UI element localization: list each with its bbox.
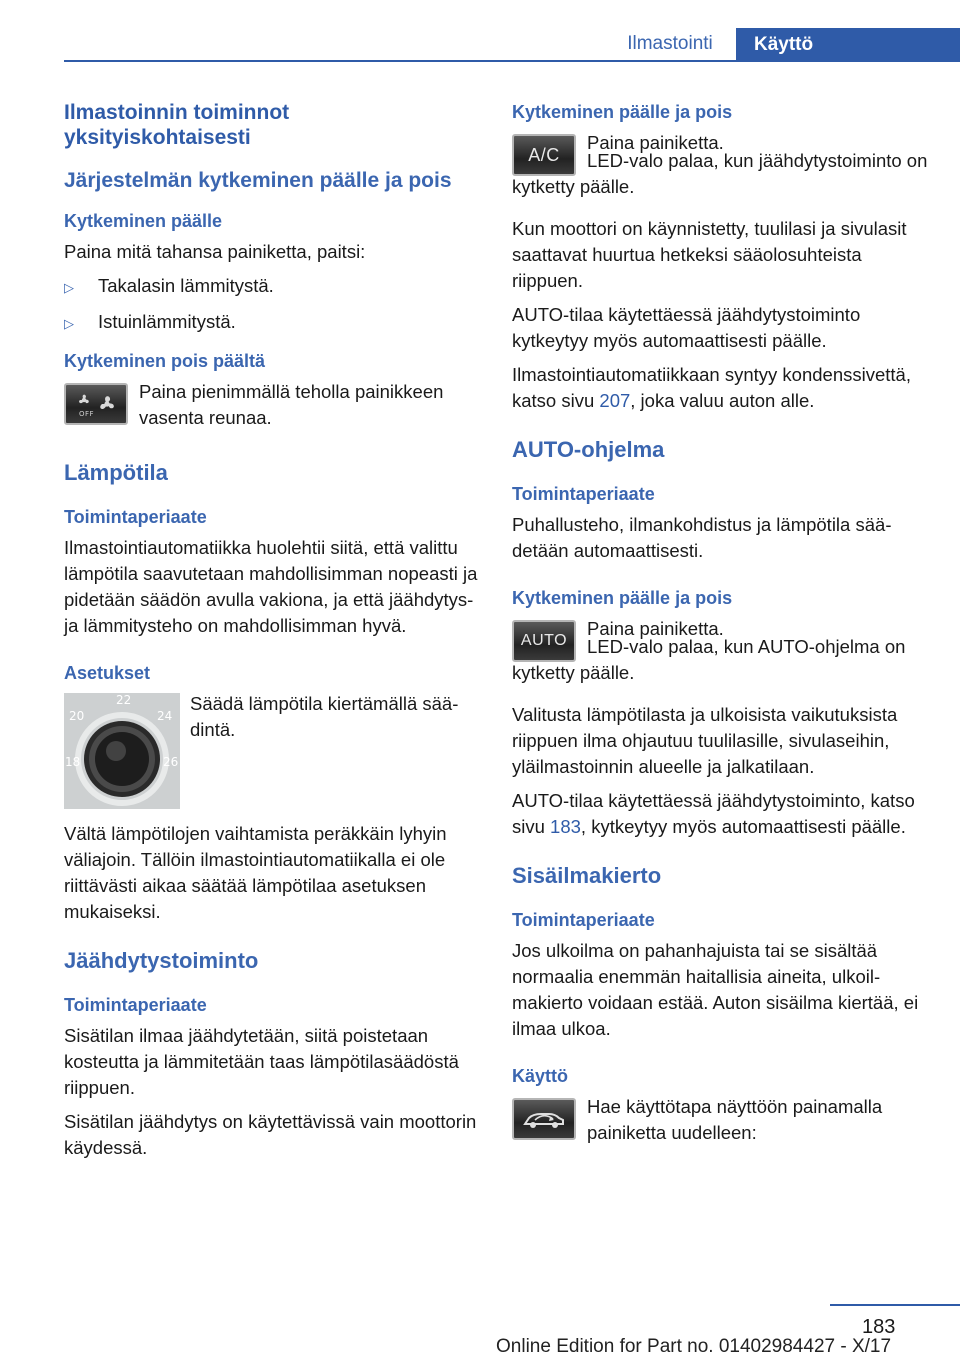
heading-on-off: Järjestelmän kytkeminen päälle ja pois — [64, 169, 452, 192]
edition-note: Online Edition for Part no. 01402984427 - X/17 — [496, 1336, 892, 1357]
paragraph-on: Paina mitä tahansa painiketta, paitsi: — [64, 241, 366, 262]
footer-rule — [830, 1304, 960, 1306]
paragraph-auto: Puhallusteho, ilmankohdistus ja lämpötila säädetään automaattisesti. — [512, 514, 892, 561]
auto-button-icon: AUTO — [512, 620, 576, 662]
heading-main: Ilmastoinnin toiminnot yksityiskohtaisesti — [64, 101, 290, 149]
paragraph-led: LED-valo palaa, kun jäähdytystoiminto on kytketty päälle. — [512, 150, 928, 197]
paragraph-settings: Säädä lämpötila kiertämällä säädintä. — [190, 693, 459, 740]
subheading-principle: Toimintaperiaate — [512, 910, 655, 930]
subheading-settings: Asetukset — [64, 663, 151, 683]
page-link[interactable]: 183 — [550, 816, 581, 837]
paragraph-avoid: Vältä lämpötilojen vaihtamista peräkkäin lyhyin väliajoin. Tällöin ilmastointiautomatiikalla ei ole riittävästi aikaa säätää lämpötilaa asetuksen mukaiseksi. — [64, 823, 447, 922]
paragraph-cooling-2: Sisätilan jäähdytys on käytettävissä vain moottorin käydessä. — [64, 1111, 477, 1158]
paragraph-auto-cooling-2: AUTO-tilaa käytettäessä jäähdytystoiminto, katso sivu 183, kytkeytyy myös automaattisesti päälle. — [512, 790, 915, 837]
subheading-off: Kytkeminen pois päältä — [64, 351, 266, 371]
subheading-on-off: Kytkeminen päälle ja pois — [512, 102, 733, 122]
heading-temperature: Lämpötila — [64, 460, 168, 485]
paragraph-auto-cooling: AUTO-tilaa käytettäessä jäähdytystoiminto kytkeytyy myös automaattisesti päälle. — [512, 304, 861, 351]
triangle-bullet-icon: ▷ — [64, 280, 74, 295]
dial-label: 20 — [69, 709, 85, 723]
paragraph-led-auto: LED-valo palaa, kun AUTO-ohjelma on kytketty päälle. — [512, 636, 906, 683]
paragraph-condensation: Ilmastointiautomatiikkaan syntyy kondenssivettä, katso sivu 207, joka valuu auton alle. — [512, 364, 911, 411]
dial-label: 22 — [116, 693, 132, 707]
paragraph-press: Paina painiketta. — [587, 132, 724, 153]
page-link[interactable]: 207 — [599, 390, 631, 411]
subheading-on: Kytkeminen päälle — [64, 211, 223, 231]
subheading-principle: Toimintaperiaate — [512, 484, 655, 504]
dial-label: 24 — [157, 709, 173, 723]
subheading-principle: Toimintaperiaate — [64, 507, 207, 527]
paragraph-airflow: Valitusta lämpötilasta ja ulkoisista vaikutuksista riippuen ilma ohjautuu tuulilasille, sivulaseihin, yläilmastoinnin alueelle ja jalkatilaan. — [512, 704, 898, 777]
dial-row — [64, 691, 478, 809]
exceptions-list — [64, 273, 478, 337]
paragraph-cooling-1: Sisätilan ilmaa jäähdytetään, siitä poistetaan kosteutta ja lämmitetään taas lämpötilasäädöstä riippuen. — [64, 1025, 459, 1098]
paragraph-fog: Kun moottori on käynnistetty, tuulilasi ja sivulasit saattavat huurtua hetkeksi sääolosuhteista riippuen. — [512, 218, 907, 291]
header-section: Ilmastointi — [627, 33, 713, 54]
fan-off-button-icon — [64, 383, 128, 425]
page-number: 183 — [862, 1316, 896, 1338]
dial-label: 26 — [163, 755, 179, 769]
list-item: ▷ Istuinlämmitystä. — [64, 309, 478, 337]
paragraph-recirculation: Jos ulkoilma on pahanhajuista tai se sisältää normaalia enemmän haitallisia aineita, ulkoilmakierto voidaan estää. Auton sisäilma kiertää, ei ilmaa ulkoa. — [512, 940, 919, 1039]
heading-auto-program: AUTO-ohjelma — [512, 437, 665, 462]
triangle-bullet-icon: ▷ — [64, 316, 74, 331]
recirc-button-row — [512, 1094, 932, 1154]
svg-text:OFF: OFF — [79, 410, 95, 418]
paragraph-use: Hae käyttötapa näyttöön painamalla painiketta uudelleen: — [587, 1096, 883, 1143]
temperature-dial-image — [64, 693, 180, 809]
paragraph-temperature: Ilmastointiautomatiikka huolehtii siitä, että valittu lämpötila saavutetaan mahdollisimman nopeasti ja pidetään säädön avulla vakiona, ja että jäähdytys- ja lämmitysteho on mahdollisimman hyvä. — [64, 537, 478, 636]
heading-recirculation: Sisäilmakierto — [512, 863, 662, 888]
paragraph-press: Paina painiketta. — [587, 618, 724, 639]
subheading-use: Käyttö — [512, 1066, 569, 1086]
off-button-row — [64, 379, 478, 439]
heading-cooling: Jäähdytystoiminto — [64, 948, 259, 973]
paragraph-off: Paina pienimmällä teholla painikkeen vasenta reunaa. — [139, 381, 444, 428]
left-column — [64, 100, 478, 1169]
subheading-principle: Toimintaperiaate — [64, 995, 207, 1015]
ac-button-icon: A/C — [512, 134, 576, 176]
dial-label: 18 — [65, 755, 81, 769]
right-column — [512, 100, 932, 1160]
list-item: ▷ Takalasin lämmitystä. — [64, 273, 478, 301]
subheading-on-off: Kytkeminen päälle ja pois — [512, 588, 733, 608]
car-recirculation-button-icon — [512, 1098, 576, 1140]
header-chapter-tab: Käyttö — [736, 28, 960, 62]
